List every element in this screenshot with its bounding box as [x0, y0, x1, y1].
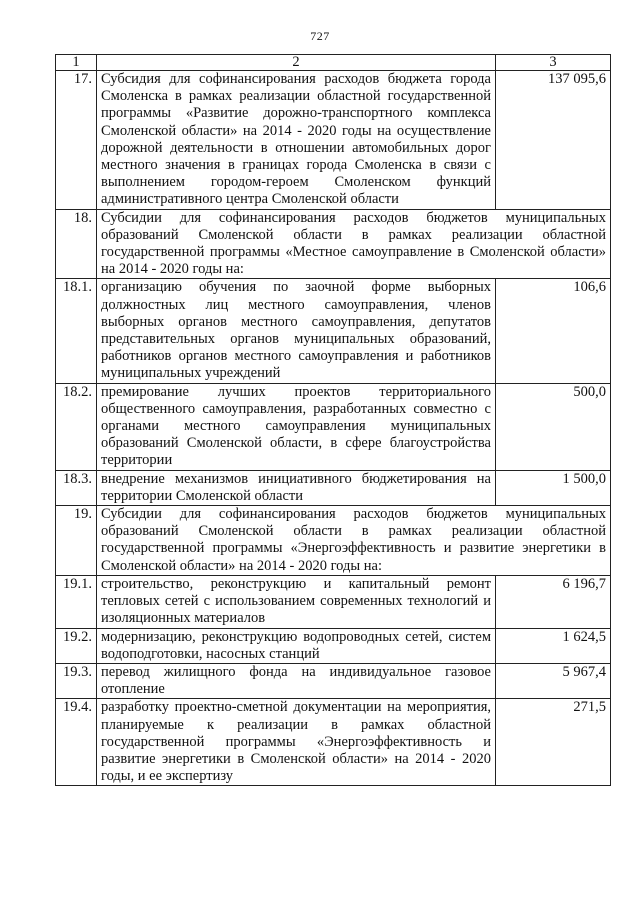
row-amount: 500,0	[496, 383, 611, 470]
row-number: 19.4.	[56, 699, 97, 786]
row-number: 19.2.	[56, 628, 97, 663]
row-amount: 6 196,7	[496, 575, 611, 628]
row-description: модернизацию, реконструкцию водопроводных сетей, систем водоподготовки, насосных станций	[97, 628, 496, 663]
row-description: организацию обучения по заочной форме выборных должностных лиц местного самоуправления, членов выборных органов местного самоуправления, депутатов представительных органов муниципальных образований, работников органов местного самоуправления и работников муниципальных учреждений	[97, 279, 496, 383]
row-number: 19.3.	[56, 663, 97, 698]
column-header-number: 1	[56, 55, 97, 71]
table-row	[56, 209, 611, 279]
appropriations-table	[55, 54, 611, 786]
row-amount: 1 500,0	[496, 470, 611, 505]
row-amount: 106,6	[496, 279, 611, 383]
table-row	[56, 470, 611, 505]
row-description: перевод жилищного фонда на индивидуальное газовое отопление	[97, 663, 496, 698]
row-description: Субсидии для софинансирования расходов бюджетов муниципальных образований Смоленской области в рамках реализации областной государственной программы «Местное самоуправление в Смоленской области» на 2014 - 2020 годы на:	[97, 209, 611, 279]
row-number: 19.	[56, 506, 97, 576]
row-description: внедрение механизмов инициативного бюджетирования на территории Смоленской области	[97, 470, 496, 505]
row-number: 18.2.	[56, 383, 97, 470]
column-header-amount: 3	[496, 55, 611, 71]
column-header-description: 2	[97, 55, 496, 71]
table-row	[56, 699, 611, 786]
row-description: строительство, реконструкцию и капитальный ремонт тепловых сетей с использованием современных технологий и изоляционных материалов	[97, 575, 496, 628]
table-row	[56, 383, 611, 470]
table-header-row	[56, 55, 611, 71]
table-row	[56, 279, 611, 383]
row-description: разработку проектно-сметной документации на мероприятия, планируемые к реализации в рамках областной государственной программы «Энергоэффективность и развитие энергетики в Смоленской области» на 2014 - 2020 годы, и ее экспертизу	[97, 699, 496, 786]
row-amount: 5 967,4	[496, 663, 611, 698]
row-number: 19.1.	[56, 575, 97, 628]
row-number: 18.	[56, 209, 97, 279]
page-number: 727	[310, 29, 330, 43]
table-row	[56, 71, 611, 210]
table-row	[56, 628, 611, 663]
table-row	[56, 663, 611, 698]
row-amount: 137 095,6	[496, 71, 611, 210]
row-description: Субсидия для софинансирования расходов бюджета города Смоленска в рамках реализации областной государственной программы «Развитие дорожно-транспортного комплекса Смоленской области» на 2014 - 2020 годы на осуществление дорожной деятельности в отношении автомобильных дорог местного значения в границах города Смоленска в связи с выполнением городом-героем Смоленском функций административного центра Смоленской области	[97, 71, 496, 210]
row-number: 17.	[56, 71, 97, 210]
row-number: 18.1.	[56, 279, 97, 383]
row-number: 18.3.	[56, 470, 97, 505]
row-description: премирование лучших проектов территориального общественного самоуправления, разработанных совместно с органами местного самоуправления муниципальных образований Смоленской области, в сфере благоустройства территории	[97, 383, 496, 470]
table-row	[56, 506, 611, 576]
row-amount: 1 624,5	[496, 628, 611, 663]
row-description: Субсидии для софинансирования расходов бюджетов муниципальных образований Смоленской области в рамках реализации областной государственной программы «Энергоэффективность и развитие энергетики в Смоленской области» на 2014 - 2020 годы на:	[97, 506, 611, 576]
row-amount: 271,5	[496, 699, 611, 786]
table-row	[56, 575, 611, 628]
